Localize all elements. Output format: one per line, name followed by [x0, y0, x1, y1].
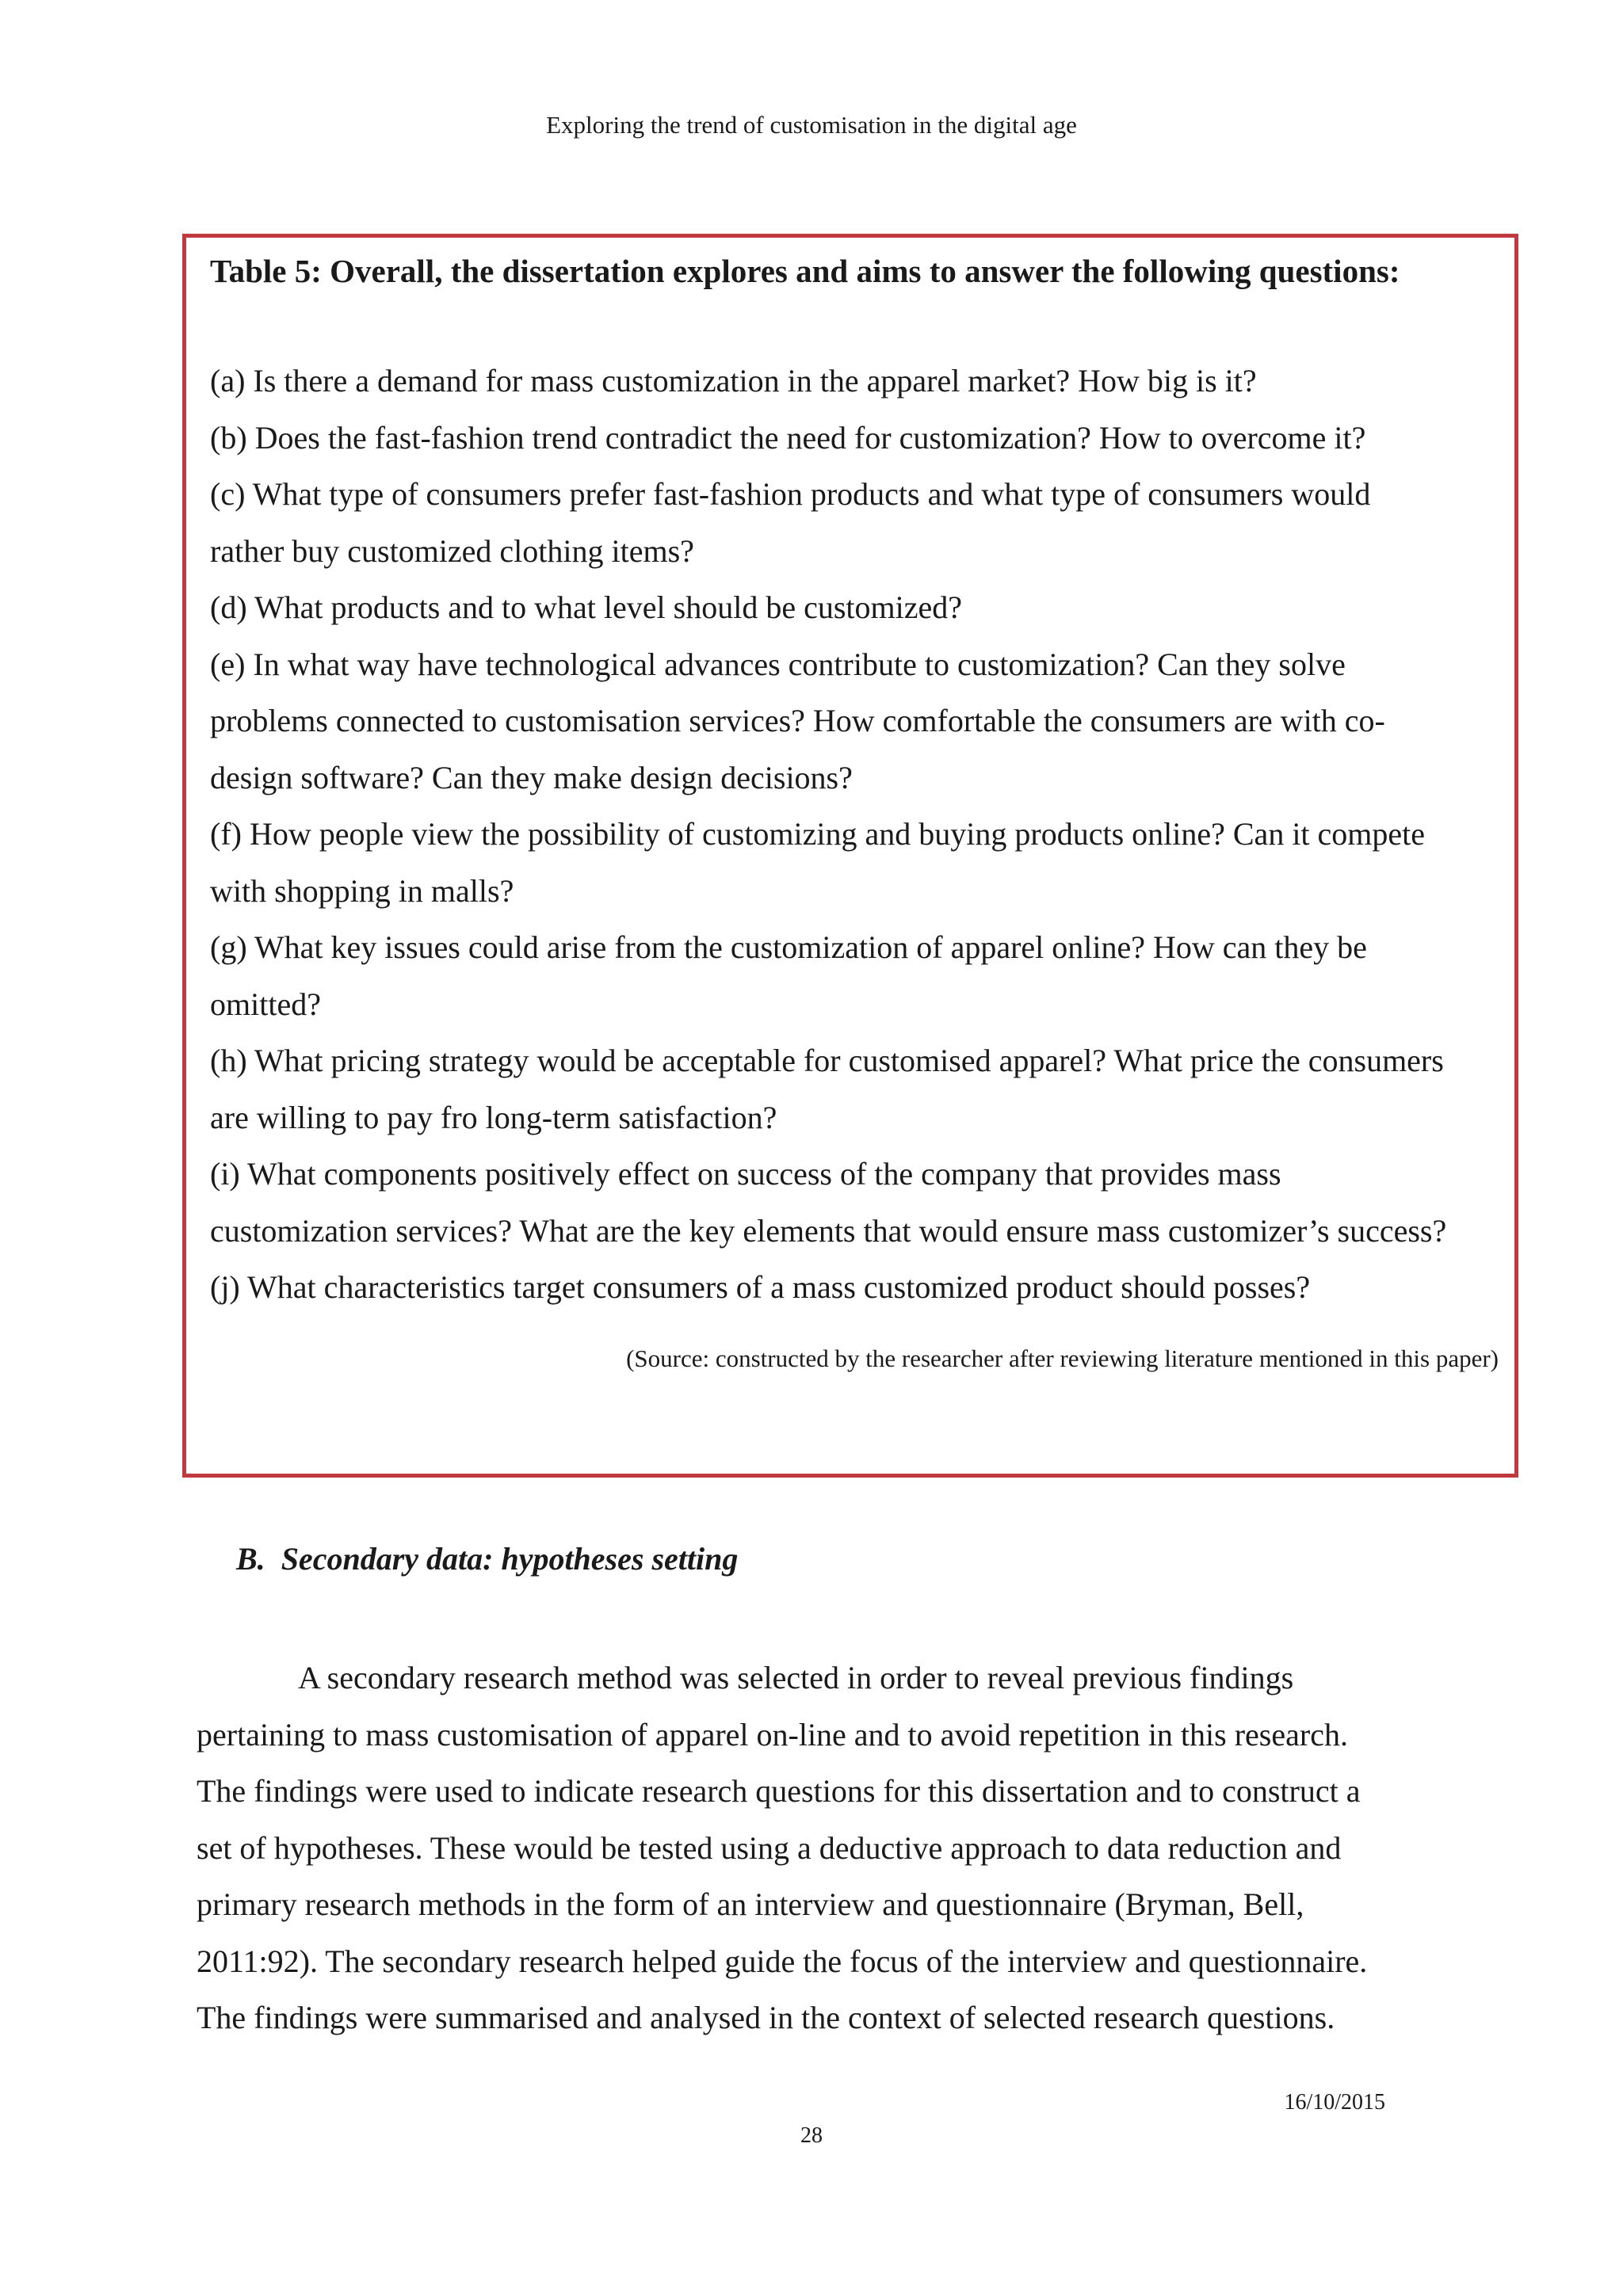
- paragraph-line: The findings were used to indicate research questions for this dissertation and to construct a: [197, 1773, 1361, 1809]
- question-line: (b) Does the fast-fashion trend contradict the need for customization? How to overcome it?: [210, 419, 1366, 456]
- table-source-note: (Source: constructed by the researcher after reviewing literature mentioned in this paper): [626, 1344, 1499, 1372]
- section-title: Secondary data: hypotheses setting: [281, 1541, 739, 1577]
- paragraph-line: 2011:92). The secondary research helped guide the focus of the interview and questionnaire.: [197, 1943, 1368, 1979]
- question-line: (h) What pricing strategy would be acceptable for customised apparel? What price the consumers: [210, 1043, 1444, 1078]
- question-list: [210, 353, 1446, 1316]
- research-questions-table: [182, 234, 1518, 1478]
- paragraph-line: The findings were summarised and analysed in the context of selected research questions.: [197, 2000, 1335, 2035]
- paragraph-line: A secondary research method was selected in order to reveal previous findings: [298, 1660, 1294, 1695]
- body-paragraph: [197, 1650, 1367, 2046]
- question-line: omitted?: [210, 986, 321, 1022]
- table-title: Table 5: Overall, the dissertation explores and aims to answer the following questions:: [210, 253, 1400, 289]
- question-line: rather buy customized clothing items?: [210, 532, 694, 569]
- footer-date: 16/10/2015: [1284, 2090, 1385, 2115]
- section-heading: [236, 1537, 738, 1581]
- question-line: (f) How people view the possibility of customizing and buying products online? Can it compete: [210, 816, 1426, 852]
- paragraph-line: set of hypotheses. These would be tested using a deductive approach to data reduction and: [197, 1829, 1342, 1866]
- question-line: with shopping in malls?: [210, 872, 514, 909]
- question-line: (c) What type of consumers prefer fast-fashion products and what type of consumers would: [210, 476, 1371, 512]
- page-number: 28: [800, 2123, 823, 2148]
- question-line: (a) Is there a demand for mass customization in the apparel market? How big is it?: [210, 363, 1257, 399]
- question-line: (e) In what way have technological advances contribute to customization? Can they solve: [210, 646, 1346, 682]
- question-line: (i) What components positively effect on success of the company that provides mass: [210, 1156, 1281, 1192]
- paragraph-line: primary research methods in the form of an interview and questionnaire (Bryman, Bell,: [197, 1886, 1304, 1922]
- question-line: design software? Can they make design decisions?: [210, 759, 853, 795]
- question-line: problems connected to customisation services? How comfortable the consumers are with co-: [210, 703, 1385, 738]
- question-line: are willing to pay fro long-term satisfaction?: [210, 1099, 777, 1135]
- question-line: (g) What key issues could arise from the customization of apparel online? How can they be: [210, 929, 1367, 965]
- section-letter: B.: [236, 1541, 265, 1577]
- question-line: (d) What products and to what level should be customized?: [210, 589, 963, 625]
- running-header: Exploring the trend of customisation in the digital age: [546, 111, 1077, 139]
- question-line: customization services? What are the key elements that would ensure mass customizer’s success?: [210, 1212, 1447, 1249]
- question-line: (j) What characteristics target consumers of a mass customized product should posses?: [210, 1269, 1311, 1305]
- paragraph-line: pertaining to mass customisation of apparel on-line and to avoid repetition in this research.: [197, 1716, 1348, 1753]
